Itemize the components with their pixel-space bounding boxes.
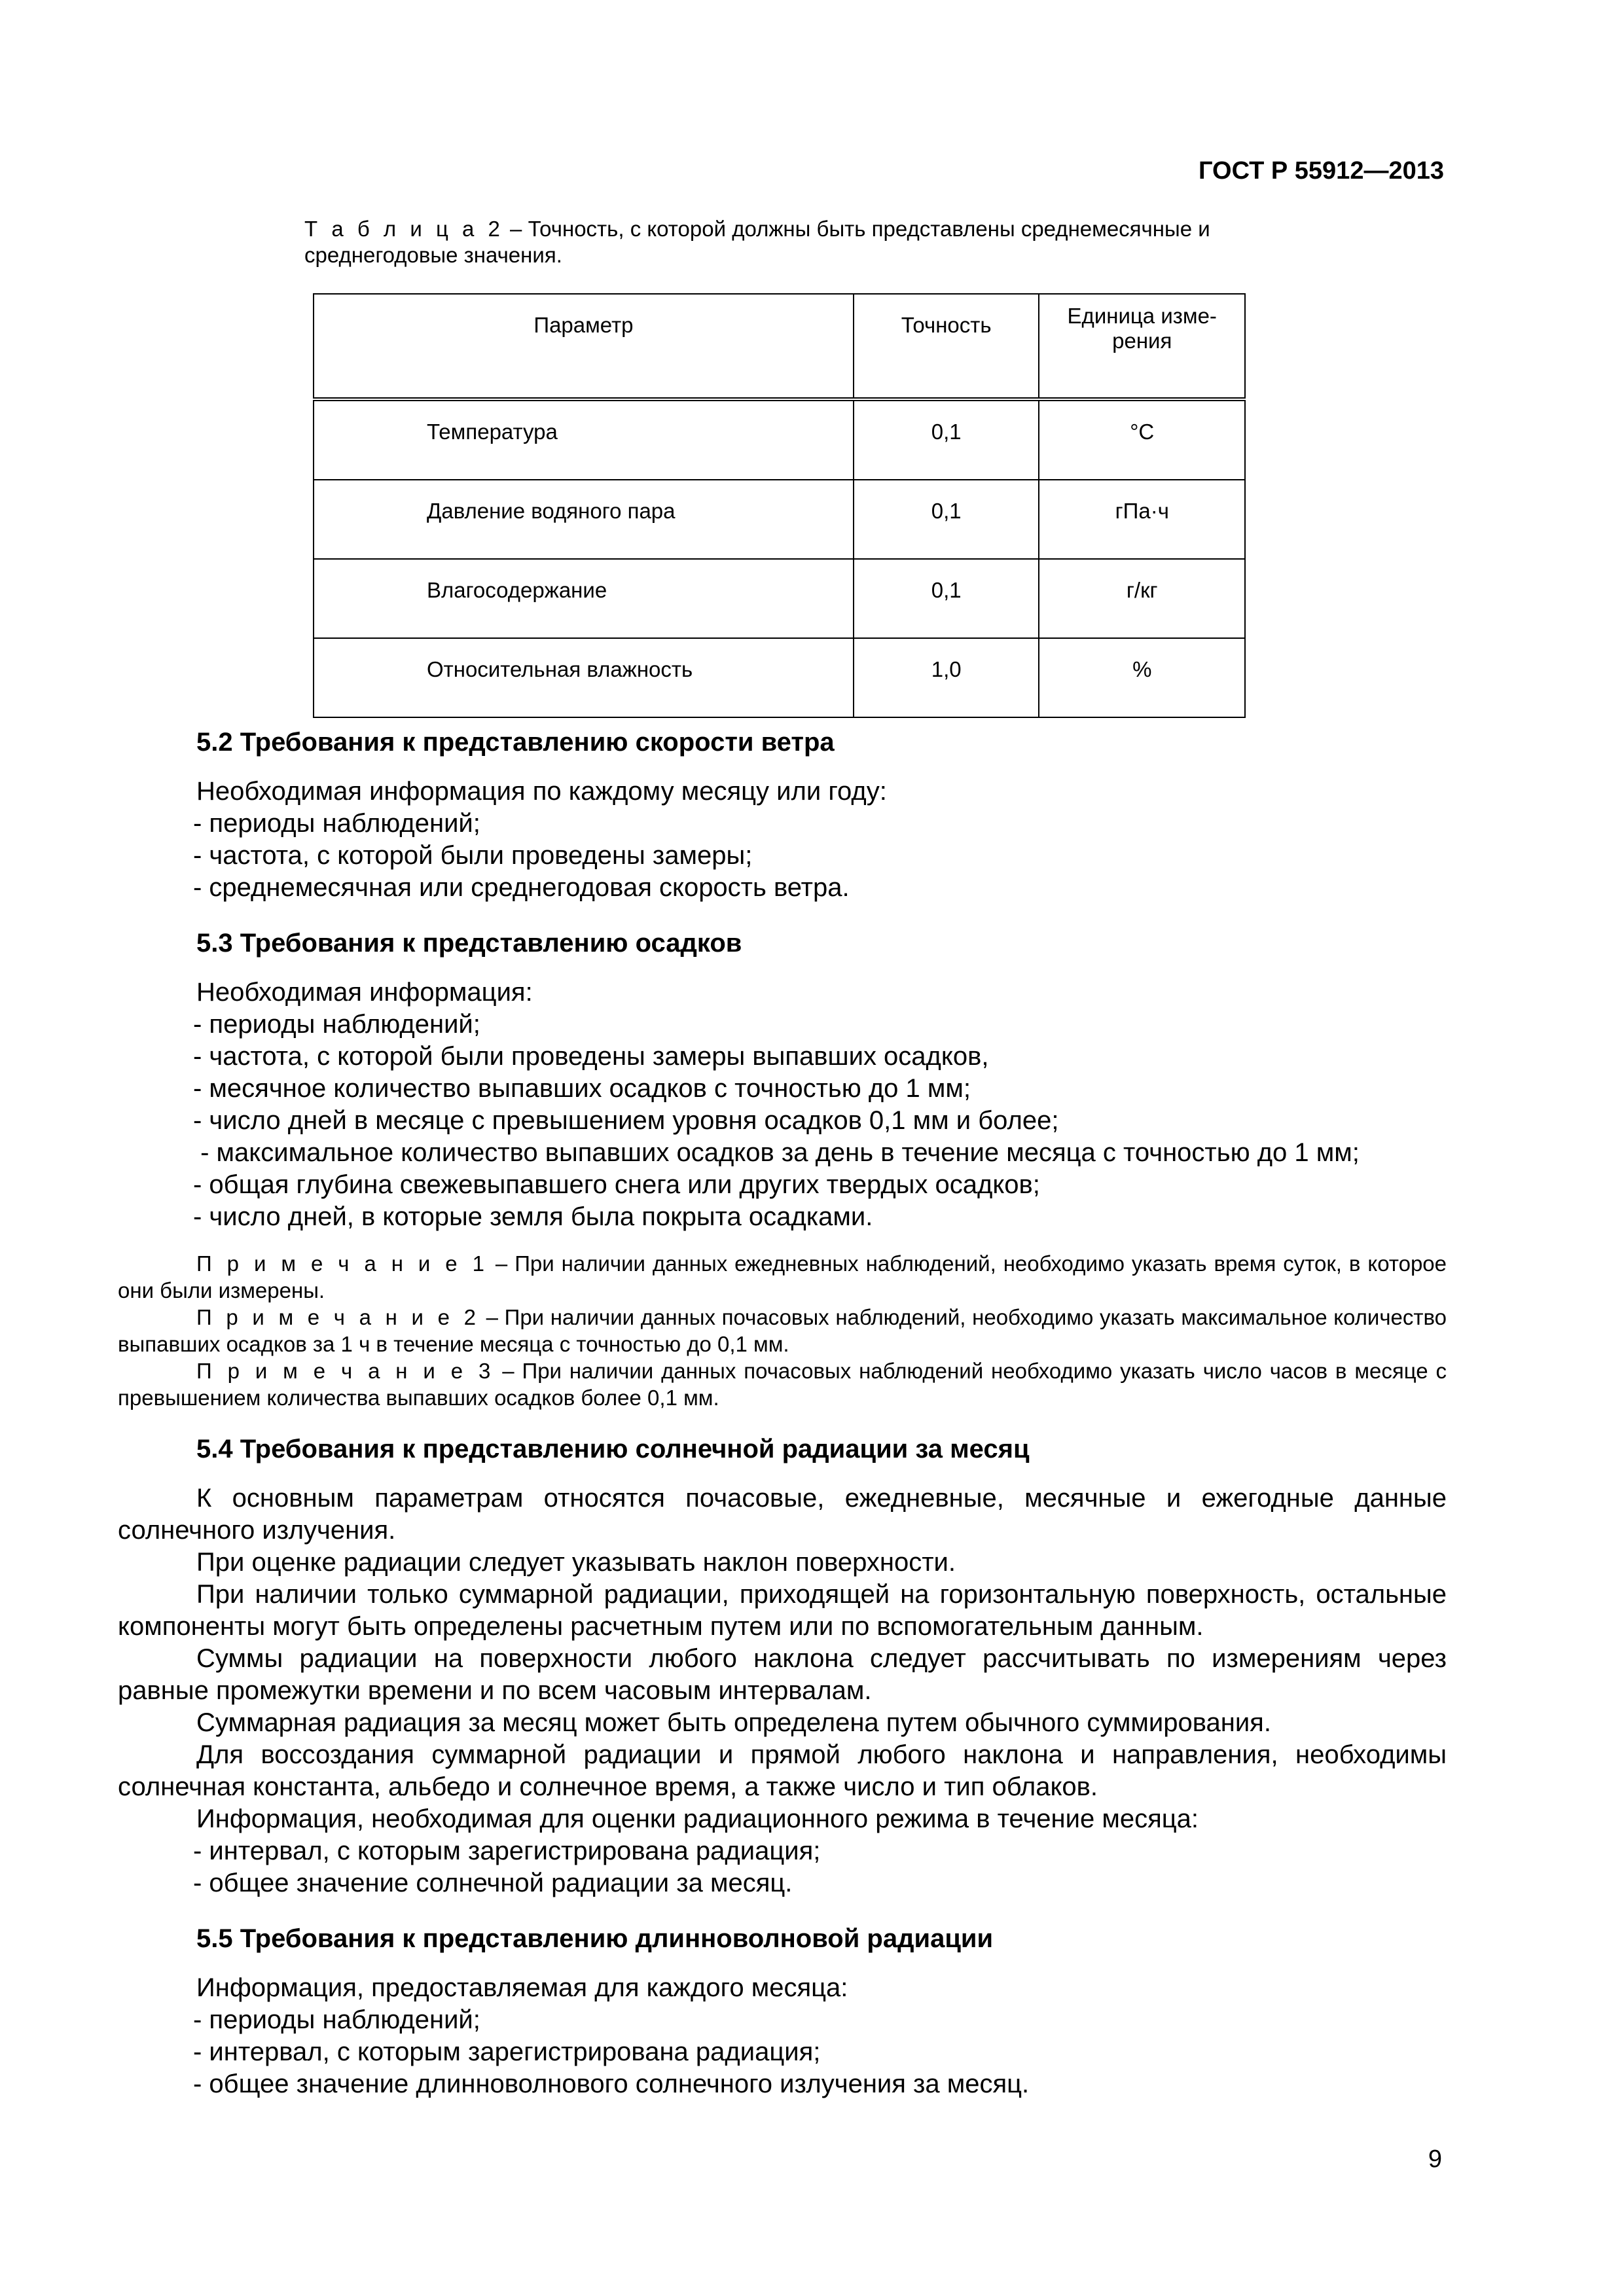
paragraph: При наличии только суммарной радиации, приходящей на горизонтальную поверхность, остальные компоненты могут быть определены расчетным путем или по вспомогательным данным. xyxy=(118,1580,1447,1641)
cell-unit: % xyxy=(1039,638,1245,717)
cell-unit: гПа·ч xyxy=(1039,480,1245,559)
document-code: ГОСТ Р 55912—2013 xyxy=(1199,157,1444,185)
section-title: 5.3 Требования к представлению осадков xyxy=(196,929,742,958)
list-item: - общее значение длинноволнового солнечного излучения за месяц. xyxy=(193,2070,1030,2098)
table-row xyxy=(314,559,1245,638)
paragraph: Для воссоздания суммарной радиации и прямой любого наклона и направления, необходимы солнечная константа, альбедо и солнечное время, а также число и тип облаков. xyxy=(118,1740,1447,1801)
cell-precision: 1,0 xyxy=(854,638,1039,717)
paragraph: Информация, необходимая для оценки радиационного режима в течение месяца: xyxy=(196,1804,1199,1833)
note-label: П р и м е ч а н и е 3 xyxy=(196,1359,495,1383)
main-content xyxy=(118,726,1447,2100)
section-intro: Необходимая информация: xyxy=(196,978,533,1007)
list-item: - интервал, с которым зарегистрирована радиация; xyxy=(193,1837,821,1865)
note xyxy=(118,1250,1447,1304)
list-item: - периоды наблюдений; xyxy=(193,2005,480,2034)
note xyxy=(118,1304,1447,1357)
cell-parameter: Давление водяного пара xyxy=(314,480,854,559)
table-caption xyxy=(304,216,1326,268)
cell-parameter: Температура xyxy=(314,399,854,480)
cell-precision: 0,1 xyxy=(854,559,1039,638)
cell-precision: 0,1 xyxy=(854,399,1039,480)
section-5-2 xyxy=(118,726,1447,904)
table-row xyxy=(314,399,1245,480)
section-title: 5.4 Требования к представлению солнечной радиации за месяц xyxy=(196,1435,1030,1463)
section-intro: Необходимая информация по каждому месяцу или году: xyxy=(196,777,887,806)
header-parameter: Параметр xyxy=(314,294,854,399)
cell-parameter: Относительная влажность xyxy=(314,638,854,717)
header-precision: Точность xyxy=(854,294,1039,399)
note xyxy=(118,1357,1447,1411)
section-5-4 xyxy=(118,1433,1447,1899)
cell-unit: °C xyxy=(1039,399,1245,480)
section-5-3 xyxy=(118,927,1447,1411)
table-row xyxy=(314,480,1245,559)
table-caption-label: Т а б л и ц а 2 xyxy=(304,217,504,241)
cell-parameter: Влагосодержание xyxy=(314,559,854,638)
list-item: - периоды наблюдений; xyxy=(193,809,480,838)
list-item: - число дней, в которые земля была покрыта осадками. xyxy=(193,1202,873,1231)
list-item: - общая глубина свежевыпавшего снега или других твердых осадков; xyxy=(193,1170,1040,1199)
table-caption-text: – Точность, с которой должны быть представлены среднемесячные и среднегодовые значения. xyxy=(304,217,1210,267)
precision-table xyxy=(313,293,1246,718)
section-intro: Информация, предоставляемая для каждого месяца: xyxy=(196,1973,848,2002)
list-item: - среднемесячная или среднегодовая скорость ветра. xyxy=(193,873,850,902)
header-unit: Единица изме-рения xyxy=(1039,294,1245,399)
paragraph: При оценке радиации следует указывать наклон поверхности. xyxy=(196,1548,956,1577)
list-item: - интервал, с которым зарегистрирована радиация; xyxy=(193,2037,821,2066)
list-item: - частота, с которой были проведены замеры выпавших осадков, xyxy=(193,1042,989,1071)
table-header-row xyxy=(314,294,1245,399)
list-item: - частота, с которой были проведены замеры; xyxy=(193,841,753,870)
note-text: – При наличии данных почасовых наблюдений, необходимо указать максимальное количество выпавших осадков за 1 ч в течение месяца с точностью до 0,1 мм. xyxy=(118,1305,1447,1356)
table-row xyxy=(314,638,1245,717)
list-item: - общее значение солнечной радиации за месяц. xyxy=(193,1869,793,1897)
note-text: – При наличии данных ежедневных наблюдений, необходимо указать время суток, в которое они были измерены. xyxy=(118,1251,1447,1302)
paragraph: К основным параметрам относятся почасовые, ежедневные, месячные и ежегодные данные солнечного излучения. xyxy=(118,1484,1447,1545)
paragraph: Суммы радиации на поверхности любого наклона следует рассчитывать по измерениям через равные промежутки времени и по всем часовым интервалам. xyxy=(118,1644,1447,1705)
list-item: - месячное количество выпавших осадков с точностью до 1 мм; xyxy=(193,1074,971,1103)
paragraph: Суммарная радиация за месяц может быть определена путем обычного суммирования. xyxy=(196,1708,1271,1737)
list-item: - периоды наблюдений; xyxy=(193,1010,480,1039)
section-title: 5.5 Требования к представлению длинноволновой радиации xyxy=(196,1924,994,1953)
note-label: П р и м е ч а н и е 2 xyxy=(196,1305,480,1329)
list-item: - число дней в месяце с превышением уровня осадков 0,1 мм и более; xyxy=(193,1106,1059,1135)
section-title: 5.2 Требования к представлению скорости ветра xyxy=(196,728,835,757)
page-number: 9 xyxy=(1428,2145,1442,2173)
section-5-5 xyxy=(118,1923,1447,2100)
note-text: – При наличии данных почасовых наблюдений необходимо указать число часов в месяце с превышением количества выпавших осадков более 0,1 мм. xyxy=(118,1359,1447,1410)
notes-block xyxy=(118,1250,1447,1411)
note-label: П р и м е ч а н и е 1 xyxy=(196,1251,488,1276)
cell-unit: г/кг xyxy=(1039,559,1245,638)
cell-precision: 0,1 xyxy=(854,480,1039,559)
list-item: - максимальное количество выпавших осадков за день в течение месяца с точностью до 1 мм; xyxy=(193,1138,1360,1167)
